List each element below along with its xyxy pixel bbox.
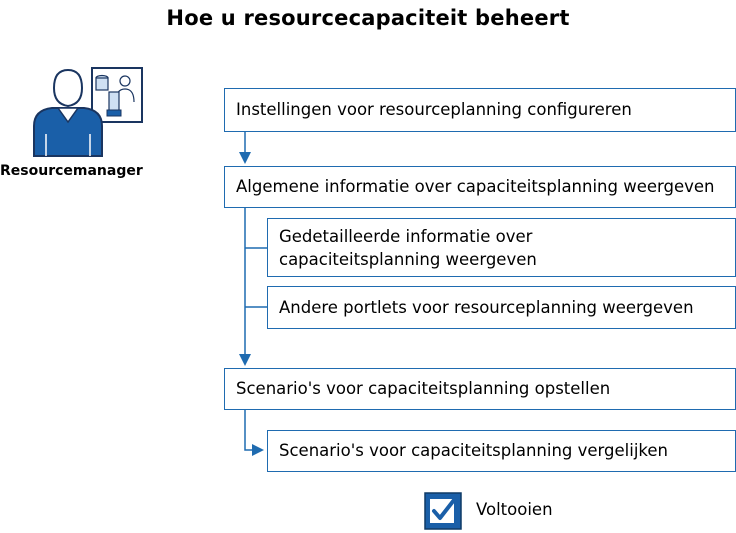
step-create-scenarios [224, 368, 736, 410]
step-label: Scenario's voor capaciteitsplanning opstellen [236, 379, 611, 398]
step-detailed-info [267, 218, 736, 277]
checkbox-icon [424, 492, 462, 530]
step-configure-settings [224, 88, 736, 132]
step-label: Scenario's voor capaciteitsplanning vergelijken [279, 441, 668, 460]
step-label: Algemene informatie over capaciteitsplanning weergeven [236, 177, 715, 196]
step-compare-scenarios [267, 430, 736, 472]
role-label: Resourcemanager [0, 163, 143, 179]
step-label: Andere portlets voor resourceplanning weergeven [279, 297, 694, 317]
step-general-info [224, 166, 736, 208]
resource-manager-icon [30, 64, 146, 158]
step-label: Instellingen voor resourceplanning configureren [236, 100, 632, 119]
page-title: Hoe u resourcecapaciteit beheert [166, 6, 570, 30]
finish-label: Voltooien [476, 500, 553, 519]
step-other-portlets [267, 286, 736, 329]
step-label: Gedetailleerde informatie over capaciteitsplanning weergeven [279, 226, 537, 269]
